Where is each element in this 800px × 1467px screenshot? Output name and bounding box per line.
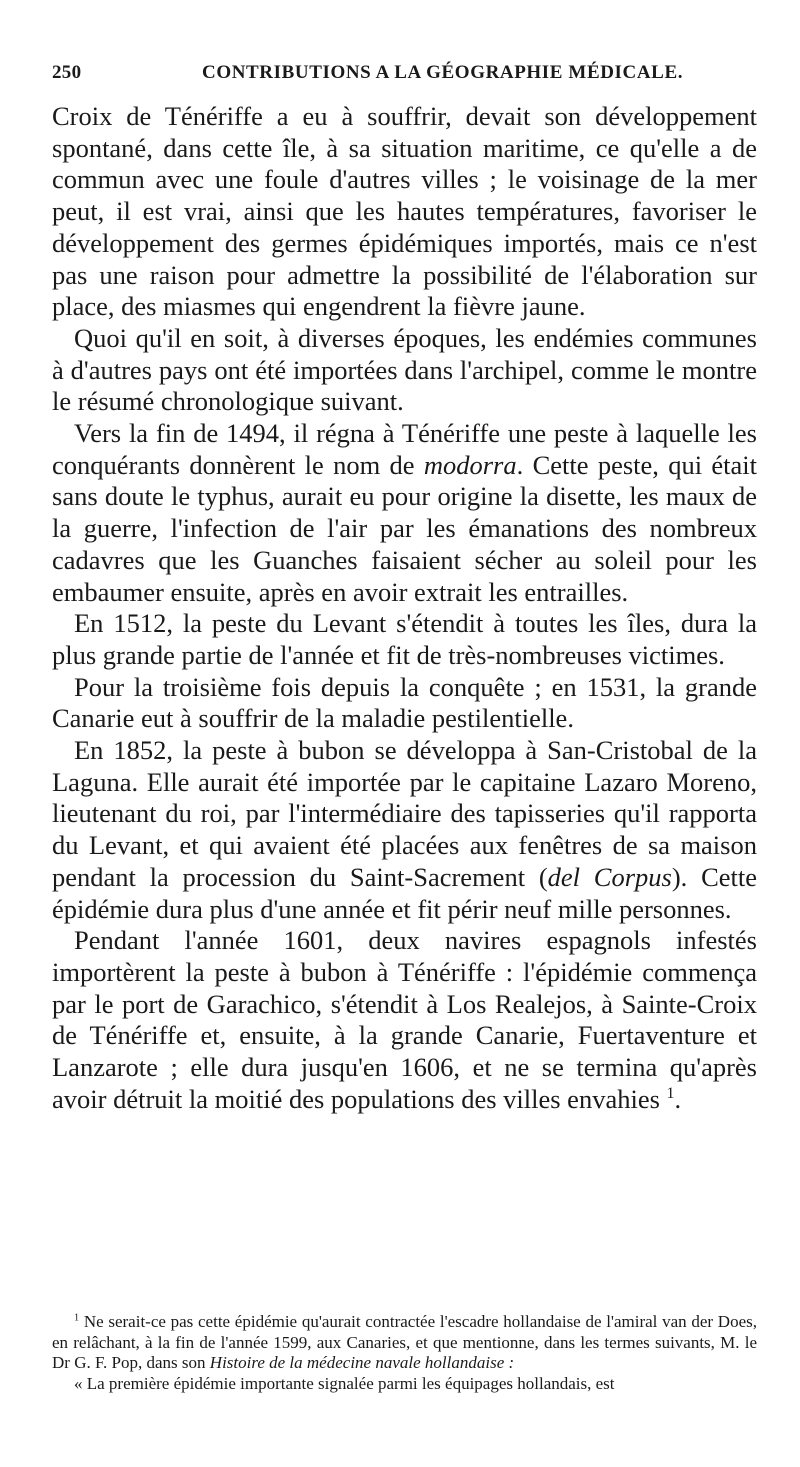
term-modorra: modorra — [423, 449, 517, 480]
footnote-marker: 1 — [74, 1312, 80, 1324]
page-number: 250 — [52, 62, 82, 83]
footnotes — [52, 1312, 757, 1394]
paragraph-1512: En 1512, la peste du Levant s'étendit à toutes les îles, dura la plus grande partie de l'année et fit de très-nombreuses victimes. — [52, 608, 757, 670]
running-header — [52, 62, 757, 92]
paragraph-1852-text-b: ). Cette épidémie dura plus d'une année et fit périr neuf mille personnes. — [52, 861, 758, 924]
footnote-reference: 1 — [666, 1084, 675, 1102]
running-title: CONTRIBUTIONS A LA GÉOGRAPHIE MÉDICALE. — [202, 62, 684, 83]
footnote-1 — [52, 1312, 757, 1374]
paragraph-1531: Pour la troisième fois depuis la conquête ; en 1531, la grande Canarie eut à souffrir de la maladie pestilentielle. — [52, 671, 757, 734]
paragraph-1494 — [52, 418, 757, 608]
paragraph-1494-text-a: Vers la fin de 1494, il régna à Ténériffe une peste à laquelle les conquérants donnèrent le nom de — [52, 418, 757, 480]
paragraph-1601-text: Pendant l'année 1601, deux navires espagnols infestés importèrent la peste à bubon à Ténériffe : l'épidémie commença par le port de Garachico, s'étendit à Los Realejos, à Sainte-Croix de Ténériffe et, ensuite, à la grande Canarie, Fuertaventure et Lanzarote ; elle dura jusqu'en 1606, et ne se termina qu'après avoir détruit la moitié des populations des villes envahies — [52, 925, 757, 1114]
paragraph-1601-end: . — [674, 1083, 682, 1114]
paragraph-1494-text-b: . Cette peste, qui était sans doute le typhus, aurait eu pour origine la disette, les maux de la guerre, l'infection de l'air par les émanations des nombreux cadavres que les Guanches faisaient sécher au soleil pour les embaumer ensuite, après en avoir extrait les entrailles. — [52, 449, 758, 607]
footnote-book-title: Histoire de la médecine navale hollandaise : — [209, 1353, 515, 1372]
main-text — [52, 101, 757, 1116]
term-del-corpus: del Corpus — [547, 861, 672, 892]
paragraph-1852 — [52, 735, 757, 925]
footnote-text: Ne serait-ce pas cette épidémie qu'aurait contractée l'escadre hollandaise de l'amiral van der Does, en relâchant, à la fin de l'année 1599, aux Canaries, et que mentionne, dans les termes suivants, M. le Dr G. F. Pop, dans son — [52, 1312, 757, 1372]
paragraph-1852-text-a: En 1852, la peste à bubon se développa à San-Cristobal de la Laguna. Elle aurait été importée par le capitaine Lazaro Moreno, lieutenant du roi, par l'intermédiaire des tapisseries qu'il rapporta du Levant, et qui avaient été placées aux fenêtres de sa maison pendant la procession du Saint-Sacrement ( — [52, 735, 757, 892]
footnote-quote: « La première épidémie importante signalée parmi les équipages hollandais, est — [74, 1373, 615, 1393]
paragraph-1601 — [52, 925, 757, 1115]
paragraph-endemies: Quoi qu'il en soit, à diverses époques, les endémies communes à d'autres pays ont été importées dans l'archipel, comme le montre le résumé chronologique suivant. — [52, 322, 757, 417]
paragraph-continuation: Croix de Ténériffe a eu à souffrir, devait son développement spontané, dans cette île, à sa situation maritime, ce qu'elle a de commun avec une foule d'autres villes ; le voisinage de la mer peut, il est vrai, ainsi que les hautes températures, favoriser le développement des germes épidémiques importés, mais ce n'est pas une raison pour admettre la possibilité de l'élaboration sur place, des miasmes qui engendrent la fièvre jaune. — [52, 101, 757, 322]
